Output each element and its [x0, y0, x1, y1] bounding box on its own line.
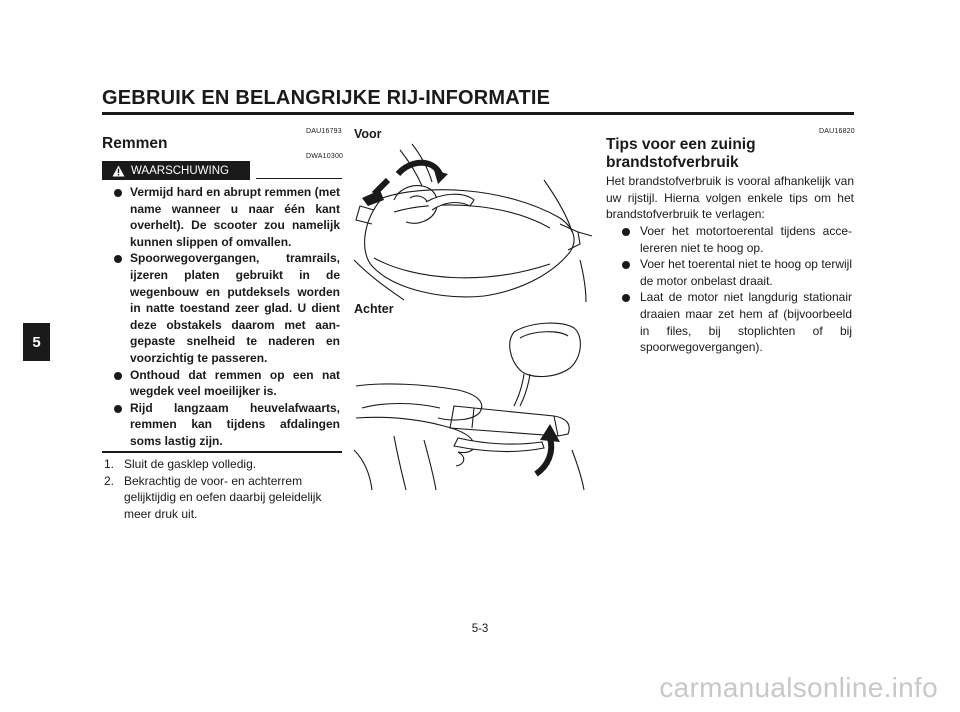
bullet-icon — [114, 255, 122, 263]
list-item: Voer het toerental niet te hoog op terwijl de motor onbelast draait. — [606, 256, 852, 289]
warning-banner — [102, 161, 250, 180]
page-header-title: GEBRUIK EN BELANGRIJKE RIJ-INFORMATIE — [102, 87, 551, 109]
rear-brake-illustration — [354, 318, 594, 490]
intro-paragraph: Het brandstofverbruik is vooral afhankelijk van uw rijstijl. Hierna volgen enkele tips om het brandstofverbruik te verlagen: — [606, 174, 854, 222]
bullet-icon — [622, 228, 630, 236]
page-number: 5-3 — [471, 623, 489, 635]
section-title-brakes: Remmen — [102, 135, 168, 152]
list-item: Laat de motor niet langdurig stationair draaien maar zet hem af (bijvoorbeeld in files, bij stoplichten of bij spoorwegovergangen). — [606, 289, 852, 355]
chapter-tab: 5 — [23, 323, 50, 361]
figure-label-rear: Achter — [354, 302, 394, 316]
bullet-icon — [114, 405, 122, 413]
section-code: DAU16820 — [819, 128, 855, 135]
list-item: Onthoud dat remmen op een nat wegdek veel moeilijker is. — [104, 367, 340, 400]
warning-triangle-icon — [112, 165, 125, 177]
warning-bottom-rule — [102, 451, 342, 453]
warning-top-rule — [256, 178, 342, 179]
steps-list — [104, 456, 344, 522]
list-item: 2. Bekrachtig de voor- en achterrem gelijktijdig en oefen daarbij geleidelijk meer druk uit. — [104, 473, 322, 521]
list-item: Rijd langzaam heuvelafwaarts, remmen kan tijdens afdalingen soms lastig zijn. — [104, 400, 340, 450]
header-rule — [102, 112, 854, 115]
figure-label-front: Voor — [354, 127, 382, 141]
warning-label: WAARSCHUWING — [131, 164, 229, 177]
bullet-icon — [622, 294, 630, 302]
section-code: DAU16793 — [306, 128, 342, 135]
watermark: carmanualsonline.info — [659, 672, 938, 703]
bullet-icon — [114, 189, 122, 197]
list-item: Spoorwegovergangen, tramrails, ijzeren platen gebruikt in de wegenbouw en putdeksels worden in natte toestand zeer glad. U dient deze obstakels daarom met aangepaste snelheid te naderen en voorzichtig te passeren. — [104, 250, 340, 366]
warning-list — [104, 184, 340, 450]
list-item: Vermijd hard en abrupt remmen (met name wanneer u naar één kant overhelt). De scooter zou namelijk kunnen slippen of omvallen. — [104, 184, 340, 250]
bullet-icon — [622, 261, 630, 269]
tips-list — [606, 223, 852, 356]
list-item: Voer het motortoerental tijdens accelereren niet te hoog op. — [606, 223, 852, 256]
bullet-icon — [114, 372, 122, 380]
front-brake-illustration — [354, 140, 594, 302]
section-title-fuel-tips: Tips voor een zuinig brandstofverbruik — [606, 136, 756, 171]
warning-code: DWA10300 — [306, 153, 344, 160]
list-item: 1. Sluit de gasklep volledig. — [104, 457, 257, 471]
